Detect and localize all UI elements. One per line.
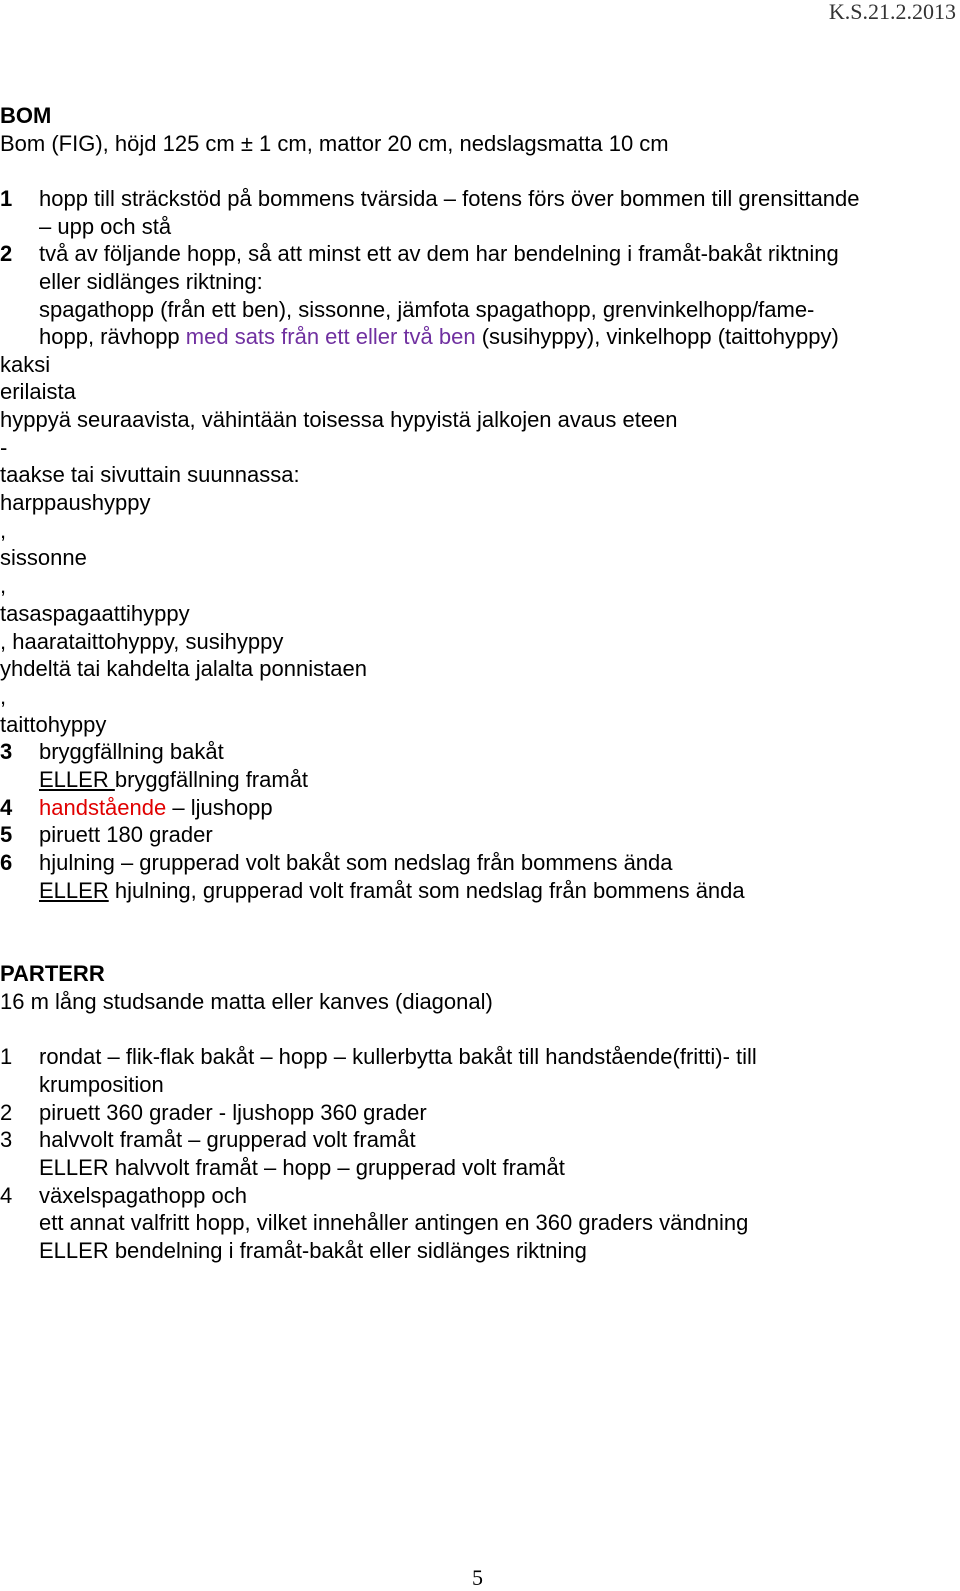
bom-item-1-text: hopp till sträckstöd på bommens tvärsida – fotens förs över bommen till grensittande (39, 186, 860, 211)
bom-item-6-text: hjulning – grupperad volt bakåt som nedslag från bommens ända (39, 850, 673, 875)
page-number: 5 (472, 1565, 483, 1590)
parterr-specification: 16 m lång studsande matta eller kanves (diagonal) (0, 989, 493, 1014)
bom-item-2-jump-text-b: (susihyppy), vinkelhopp (taittohyppy) (475, 324, 839, 349)
bom-item-5-text: piruett 180 grader (39, 822, 213, 847)
bom-item-2-jump-list-cont (39, 323, 839, 351)
finnish-line: - (0, 435, 8, 460)
parterr-item-4-number: 4 (0, 1183, 13, 1208)
bom-item-2-number: 2 (0, 241, 13, 266)
bom-item-3-text: bryggfällning bakåt (39, 739, 224, 764)
parterr-item-3-number: 3 (0, 1127, 13, 1152)
bom-item-5 (0, 821, 960, 849)
bom-specification: Bom (FIG), höjd 125 cm ± 1 cm, mattor 20 cm, nedslagsmatta 10 cm (0, 131, 669, 156)
parterr-item-3-text: halvvolt framåt – grupperad volt framåt (39, 1127, 416, 1152)
finnish-line: yhdeltä tai kahdelta jalalta ponnistaen (0, 656, 367, 681)
finnish-line: sissonne (0, 545, 87, 570)
finnish-line: taittohyppy (0, 712, 107, 737)
bom-item-2-jump-list: spagathopp (från ett ben), sissonne, jämfota spagathopp, grenvinkelhopp/fame- (39, 297, 815, 322)
bom-item-2-jump-text-a: hopp, rävhopp (39, 324, 186, 349)
bom-item-1-number: 1 (0, 186, 13, 211)
bom-item-2-text: två av följande hopp, så att minst ett av dem har bendelning i framåt-bakåt riktning (39, 241, 839, 266)
finnish-line: hyppyä seuraavista, vähintään toisessa hypyistä jalkojen avaus eteen (0, 407, 678, 432)
bom-item-2-text-cont: eller sidlänges riktning: (39, 269, 263, 294)
document-code: K.S.21.2.2013 (828, 0, 956, 24)
parterr-item-4-alternative: ELLER bendelning i framåt-bakåt eller sidlänges riktning (39, 1238, 587, 1263)
parterr-item-2-text: piruett 360 grader - ljushopp 360 grader (39, 1100, 427, 1125)
parterr-heading: PARTERR (0, 961, 105, 986)
finnish-line: taakse tai sivuttain suunnassa: (0, 462, 300, 487)
parterr-item-1-number: 1 (0, 1044, 13, 1069)
bom-item-3-number: 3 (0, 739, 13, 764)
bom-item-2-highlight: med sats från ett eller två ben (185, 324, 476, 349)
parterr-item-1-text: rondat – flik-flak bakåt – hopp – kullerbytta bakåt till handstående(fritti)- till (39, 1044, 757, 1069)
bom-item-3-alternative (39, 766, 308, 794)
parterr-item-2-number: 2 (0, 1100, 13, 1125)
bom-item-4 (0, 794, 960, 822)
finnish-line: , (0, 684, 7, 709)
finnish-line: , haarataittohyppy, susihyppy (0, 629, 284, 654)
finnish-line: , (0, 573, 7, 598)
bom-item-1-text-cont: – upp och stå (39, 214, 172, 239)
eller-label: ELLER (39, 767, 115, 792)
parterr-item-4-text-cont: ett annat valfritt hopp, vilket innehåller antingen en 360 graders vändning (39, 1210, 749, 1235)
parterr-item-1-text-cont: krumposition (39, 1072, 164, 1097)
bom-heading: BOM (0, 103, 52, 128)
parterr-item-4-text: växelspagathopp och (39, 1183, 247, 1208)
finnish-line: harppaushyppy (0, 490, 151, 515)
bom-item-4-number: 4 (0, 795, 13, 820)
finnish-line: tasaspagaattihyppy (0, 601, 190, 626)
bom-item-6-alt-text: hjulning, grupperad volt framåt som nedslag från bommens ända (108, 878, 745, 903)
bom-item-4-text: – ljushopp (166, 795, 273, 820)
eller-label: ELLER (39, 878, 109, 903)
parterr-item-3-alternative: ELLER halvvolt framåt – hopp – grupperad volt framåt (39, 1155, 565, 1180)
bom-item-6-number: 6 (0, 850, 13, 875)
finnish-line: , (0, 518, 7, 543)
finnish-line: kaksi (0, 352, 51, 377)
bom-item-5-number: 5 (0, 822, 13, 847)
finnish-line: erilaista (0, 379, 76, 404)
bom-item-3-alt-text: bryggfällning framåt (114, 767, 309, 792)
bom-item-4-highlight: handstående (39, 795, 167, 820)
parterr-item-2 (0, 1099, 960, 1127)
bom-item-6-alternative (39, 877, 745, 905)
